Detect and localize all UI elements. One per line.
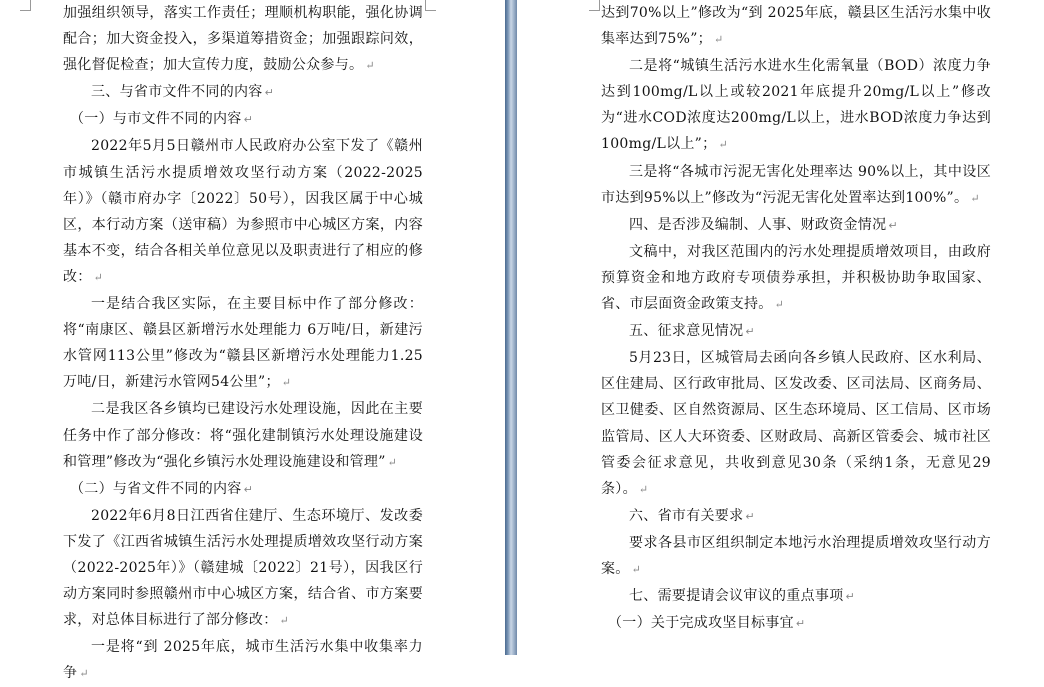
crop-mark — [425, 0, 436, 11]
paragraph-mark-icon: ↵ — [795, 617, 806, 631]
body-paragraph: 一是将“到 2025年底，城市生活污水集中收集率力争 ↵ — [63, 639, 423, 682]
body-paragraph: 2022年5月5日赣州市人民政府办公室下发了《赣州市城镇生活污水提质增效攻坚行动方案（2022-2025年）》（赣市府办字〔2022〕50号），因我区属于中心城区，本行动方案（送审稿）为参照市中心城区方案，内容基本不变，结合各相关单位意见以及职责进行了相应的修改： ↵ — [63, 138, 423, 285]
right-page-text-column[interactable] — [601, 0, 991, 637]
left-page-text-column[interactable] — [63, 0, 423, 687]
subsection-heading: （一）与市文件不同的内容 ↵ — [70, 111, 254, 128]
section-heading: 七、需要提请会议审议的重点事项 ↵ — [629, 588, 856, 605]
document-page-left — [0, 0, 505, 682]
paragraph-mark-icon: ↵ — [745, 325, 755, 339]
body-paragraph: 达到70%以上”修改为“到 2025年底，赣县区生活污水集中收集率达到75%”； ↵ — [601, 5, 991, 48]
paragraph-mark-icon: ↵ — [93, 270, 104, 284]
body-paragraph: 文稿中，对我区范围内的污水处理提质增效项目，由政府预算资金和地方政府专项债券承担，并积极协助争取国家、省、市层面资金政策支持。 ↵ — [601, 243, 991, 313]
body-paragraph: 加强组织领导，落实工作责任；理顺机构职能，强化协调配合；加大资金投入，多渠道筹措资金；加强跟踪问效，强化督促检查；加大宣传力度，鼓励公众参与。 ↵ — [63, 5, 423, 74]
paragraph-mark-icon: ↵ — [631, 562, 642, 576]
paragraph-mark-icon: ↵ — [279, 614, 290, 628]
body-paragraph: 二是我区各乡镇均已建设污水处理设施，因此在主要任务中作了部分修改：将“强化建制镇污水处理设施建设和管理”修改为“强化乡镇污水处理设施建设和管理” ↵ — [63, 401, 423, 470]
body-paragraph: 5月23日，区城管局去函向各乡镇人民政府、区水利局、区住建局、区行政审批局、区发改委、区司法局、区商务局、区卫健委、区自然资源局、区生态环境局、区工信局、区市场监管局、区人大环资委、区财政局、高新区管委会、城市社区管委会征求意见，共收到意见30条（采纳1条，无意见29条）。 ↵ — [601, 350, 991, 497]
body-paragraph: 要求各县市区组织制定本地污水治理提质增效攻坚行动方案。 ↵ — [601, 534, 991, 577]
paragraph-mark-icon: ↵ — [243, 482, 254, 496]
section-heading: 六、省市有关要求 ↵ — [629, 507, 755, 524]
paragraph-mark-icon: ↵ — [243, 113, 254, 127]
paragraph-mark-icon: ↵ — [264, 86, 275, 100]
paragraph-mark-icon: ↵ — [888, 218, 898, 232]
paragraph-mark-icon: ↵ — [387, 455, 398, 469]
section-heading: 三、与省市文件不同的内容 ↵ — [91, 84, 275, 101]
crop-mark — [589, 0, 600, 11]
paragraph-mark-icon: ↵ — [365, 59, 375, 73]
paragraph-mark-icon: ↵ — [79, 667, 89, 681]
paragraph-mark-icon: ↵ — [745, 509, 755, 523]
paragraph-mark-icon: ↵ — [713, 33, 724, 47]
paragraph-mark-icon: ↵ — [774, 298, 785, 312]
section-heading: 四、是否涉及编制、人事、财政资金情况 ↵ — [629, 216, 898, 233]
body-paragraph: 三是将“各城市污泥无害化处理率达 90%以上，其中设区市达到95%以上”修改为“污泥无害化处置率达到100%”。 ↵ — [601, 163, 991, 206]
subsection-heading: （一）关于完成攻坚目标事宜 ↵ — [608, 615, 806, 632]
crop-mark — [20, 0, 31, 11]
paragraph-mark-icon: ↵ — [970, 191, 980, 205]
page-gutter — [505, 0, 517, 655]
document-page-right — [517, 0, 1044, 655]
body-paragraph: 二是将“城镇生活污水进水生化需氧量（BOD）浓度力争达到100mg/L以上或较2021年底提升20mg/L以上”修改为“进水COD浓度达200mg/L以上，进水BOD浓度力争达到100mg/L以上”； ↵ — [601, 58, 991, 153]
paragraph-mark-icon: ↵ — [638, 482, 649, 496]
paragraph-mark-icon: ↵ — [718, 138, 728, 152]
body-paragraph: 2022年6月8日江西省住建厅、生态环境厅、发改委下发了《江西省城镇生活污水处理提质增效攻坚行动方案（2022-2025年）》（赣建城〔2022〕21号），因我区行动方案同时参照赣州市中心城区方案，结合省、市方案要求，对总体目标进行了部分修改： ↵ — [63, 507, 423, 629]
paragraph-mark-icon: ↵ — [845, 590, 856, 604]
paragraph-mark-icon: ↵ — [281, 376, 292, 390]
body-paragraph: 一是结合我区实际，在主要目标中作了部分修改：将“南康区、赣县区新增污水处理能力 6万吨/日，新建污水管网113公里”修改为“赣县区新增污水处理能力1.25万吨/日，新建污水管网54公里”； ↵ — [63, 296, 423, 391]
subsection-heading: （二）与省文件不同的内容 ↵ — [70, 480, 254, 497]
section-heading: 五、征求意见情况 ↵ — [629, 323, 755, 340]
